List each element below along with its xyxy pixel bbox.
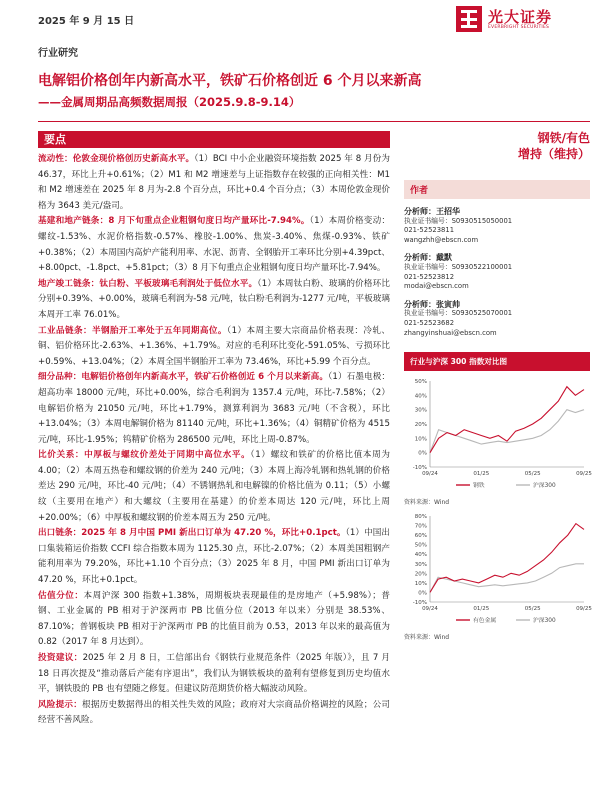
x-tick-label: 05/25 [524,471,541,478]
x-tick-label: 09/25 [576,606,592,613]
author-license: 执业证书编号：S0930522100001 [404,262,513,271]
y-tick-label: 30% [414,407,427,414]
logo-text-cn: 光大证券 [488,8,553,26]
y-tick-label: 0% [418,590,427,597]
author-phone: 021-52523811 [404,226,455,235]
x-tick-label: 01/25 [473,471,490,478]
summary-paragraph: 估值分位：本周沪深 300 指数+1.38%，周期板块表现最佳的是房地产（+5.98%）；普钢、工业金属的 PB 相对于沪深两市 PB 比值分位（2013 年以来）分别是 38.53%、87.10%；普钢板块 PB 相对于沪深两市 PB 的比值目前为 0.53，2013 年以来的最高值为 0.82（2017 年 8 月达到）。 [38,590,390,648]
y-tick-label: 10% [414,581,427,588]
steel-vs-csi300-chart [404,375,590,495]
y-tick-label: -10% [412,465,427,472]
summary-paragraph: 细分品种：电解铝价格创年内新高水平，铁矿石价格创近 6 个月以来新高。（1）石墨电极：超高功率 18000 元/吨，环比+0.00%，综合毛利润为 1357.4 元/吨，环比-7.58%；（2）电解铝价格为 21050 元/吨，环比+1.79%，测算利润为 3683 元/吨（不含税），环比+13.04%；（3）本周电解铜价格为 81140 元/吨，环比+1.36%；（4）铜精矿价格为 4515 元/吨，环比-1.95%；钨精矿价格为 286500 元/吨，环比上周-0.87%。 [38,372,391,445]
author-name: 分析师：戴默 [404,253,452,263]
author-name: 分析师：张寅帅 [404,299,460,309]
chart-source: 资料来源：Wind [404,499,450,507]
y-tick-label: 30% [414,561,427,568]
y-tick-label: 10% [414,436,427,443]
x-tick-label: 09/25 [576,471,592,478]
author-phone: 021-52523812 [404,272,455,281]
summary-body [38,152,390,729]
author-name: 分析师：王招华 [404,207,460,216]
rating: 增持（维持） [517,147,590,161]
author-block [404,253,590,291]
x-tick-label: 01/25 [473,606,490,613]
y-tick-label: 20% [414,422,427,429]
logo-text-en: EVERBRIGHT SECURITIES [488,25,550,30]
author-license: 执业证书编号：S0930525070001 [404,309,513,318]
author-block [404,207,590,245]
sector-name: 钢铁/有色 [537,131,590,145]
nonferrous-vs-csi300-chart [404,510,590,630]
chart-source: 资料来源：Wind [404,634,450,642]
report-subtitle: ——金属周期品高频数据周报（2025.9.8-9.14） [38,95,301,109]
series-line-沪深300 [430,564,584,593]
author-email[interactable]: zhangyinshuai@ebscn.com [404,328,497,337]
legend-label: 钢铁 [473,483,485,490]
summary-paragraph: 出口链条：2025 年 8 月中国 PMI 新出口订单为 47.20 %，环比+0.1pct。（1）中国出口集装箱运价指数 CCFI 综合指数本周为 1125.30 点，环比-2.07%；（2）本周美国粗钢产能利用率为 79.20%，环比+1.10 个百分点；（3）2025 年 8 月，中国 PMI 新出口订单为 47.20 %，环比+0.1pct。 [38,528,391,586]
author-block [404,300,590,338]
x-tick-label: 05/25 [524,606,541,613]
summary-paragraph: 流动性：伦敦金现价格创历史新高水平。（1）BCI 中小企业融资环境指数 2025 年 8 月份为 46.37，环比上升+0.61%；（2）M1 和 M2 增速差与上证指数存在较强的正向相关性：M1 和 M2 增速差在 2025 年 8 月为-2.8 个百分点，环比+0.4 个百分点；（3）本周伦敦金现价格为 3643 美元/盎司。 [38,154,390,211]
chart-heading: 行业与沪深 300 指数对比图 [404,352,590,371]
report-date: 2025 年 9 月 15 日 [38,16,135,27]
authors-heading: 作者 [404,180,590,199]
y-tick-label: 80% [414,514,427,521]
summary-paragraph: 风险提示：根据历史数据得出的相关性失效的风险；政府对大宗商品价格调控的风险；公司经营不善风险。 [38,699,390,726]
series-line-有色金属 [430,524,584,593]
summary-paragraph: 基建和地产链条：8 月下旬重点企业粗钢旬度日均产量环比-7.94%。（1）本周价格变动：螺纹-1.53%、水泥价格指数-0.57%、橡胶-1.00%、焦炭-3.40%、焦煤-0.93%、铁矿+0.38%；（2）本周国内高炉产能利用率、水泥、沥青、全钢胎开工率环比分别+4.39pct、+8.00pct、-1.8pct、+5.81pct；（3）8 月下旬重点企业粗钢旬度日均产量环比-7.94%。 [38,216,390,274]
y-tick-label: 40% [414,552,427,559]
author-phone: 021-52523682 [404,318,455,327]
y-tick-label: -10% [412,600,427,607]
author-license: 执业证书编号：S0930515050001 [404,216,513,225]
company-logo [456,6,586,40]
y-tick-label: 60% [414,533,427,540]
summary-paragraph: 投资建议：2025 年 2 月 8 日，工信部出台《钢铁行业规范条件（2025 年版）》，且 7 月 18 日再次提及“推动落后产能有序退出”，我们认为钢铁板块的盈利有望修复到历史均值水平，钢铁股的 PB 也有望随之修复。但建议防范期货价格大幅波动风险。 [38,653,390,695]
y-tick-label: 70% [414,523,427,530]
summary-heading: 要点 [38,131,390,148]
summary-paragraph: 比价关系：中厚板与螺纹价差处于同期中高位水平。（1）螺纹和铁矿的价格比值本周为 4.00；（2）本周五热卷和螺纹钢的价差为 240 元/吨；（3）本周上海冷轧钢和热轧钢的价格差达 290 元/吨，环比-40 元/吨；（4）不锈钢热轧和电解镍的价格比值为 0.11；（5）小螺纹（主要用在地产）和大螺纹（主要用在基建）的价差本周达 120 元/吨，环比上周+20.00%；（6）中厚板和螺纹钢的价差本周五为 250 元/吨。 [38,450,390,523]
y-tick-label: 50% [414,379,427,386]
legend-label: 有色金属 [473,618,497,625]
summary-paragraph: 地产竣工链条：钛白粉、平板玻璃毛利润处于低位水平。（1）本周钛白粉、玻璃的价格环比分别+0.39%、+0.00%，玻璃毛利润为-58 元/吨，钛白粉毛利润为-1277 元/吨，平板玻璃本周开工率 76.01%。 [38,278,390,320]
author-email[interactable]: wangzhh@ebscn.com [404,235,479,244]
y-tick-label: 50% [414,542,427,549]
legend-label: 沪深300 [533,483,556,490]
y-tick-label: 20% [414,571,427,578]
x-tick-label: 09/24 [422,471,438,478]
summary-paragraph: 工业品链条：半钢胎开工率处于五年同期高位。（1）本周主要大宗商品价格表现：冷轧、铜、铝价格环比-2.63%、+1.36%、+1.79%。对应的毛利环比变化-591.05%、亏损环比+0.59%、+13.04%；（2）本周全国半钢胎开工率为 73.46%，环比+5.99 个百分点。 [38,325,390,367]
legend-label: 沪深300 [533,618,556,625]
x-tick-label: 09/24 [422,606,438,613]
report-title: 电解铝价格创年内新高水平，铁矿石价格创近 6 个月以来新高 [38,73,422,89]
report-category: 行业研究 [38,48,78,59]
author-email[interactable]: modai@ebscn.com [404,282,469,291]
header-divider [38,121,590,122]
series-line-沪深300 [430,410,584,453]
y-tick-label: 40% [414,393,427,400]
y-tick-label: 0% [418,450,427,457]
logo-mark-icon [456,6,482,32]
sidebar [404,131,590,641]
